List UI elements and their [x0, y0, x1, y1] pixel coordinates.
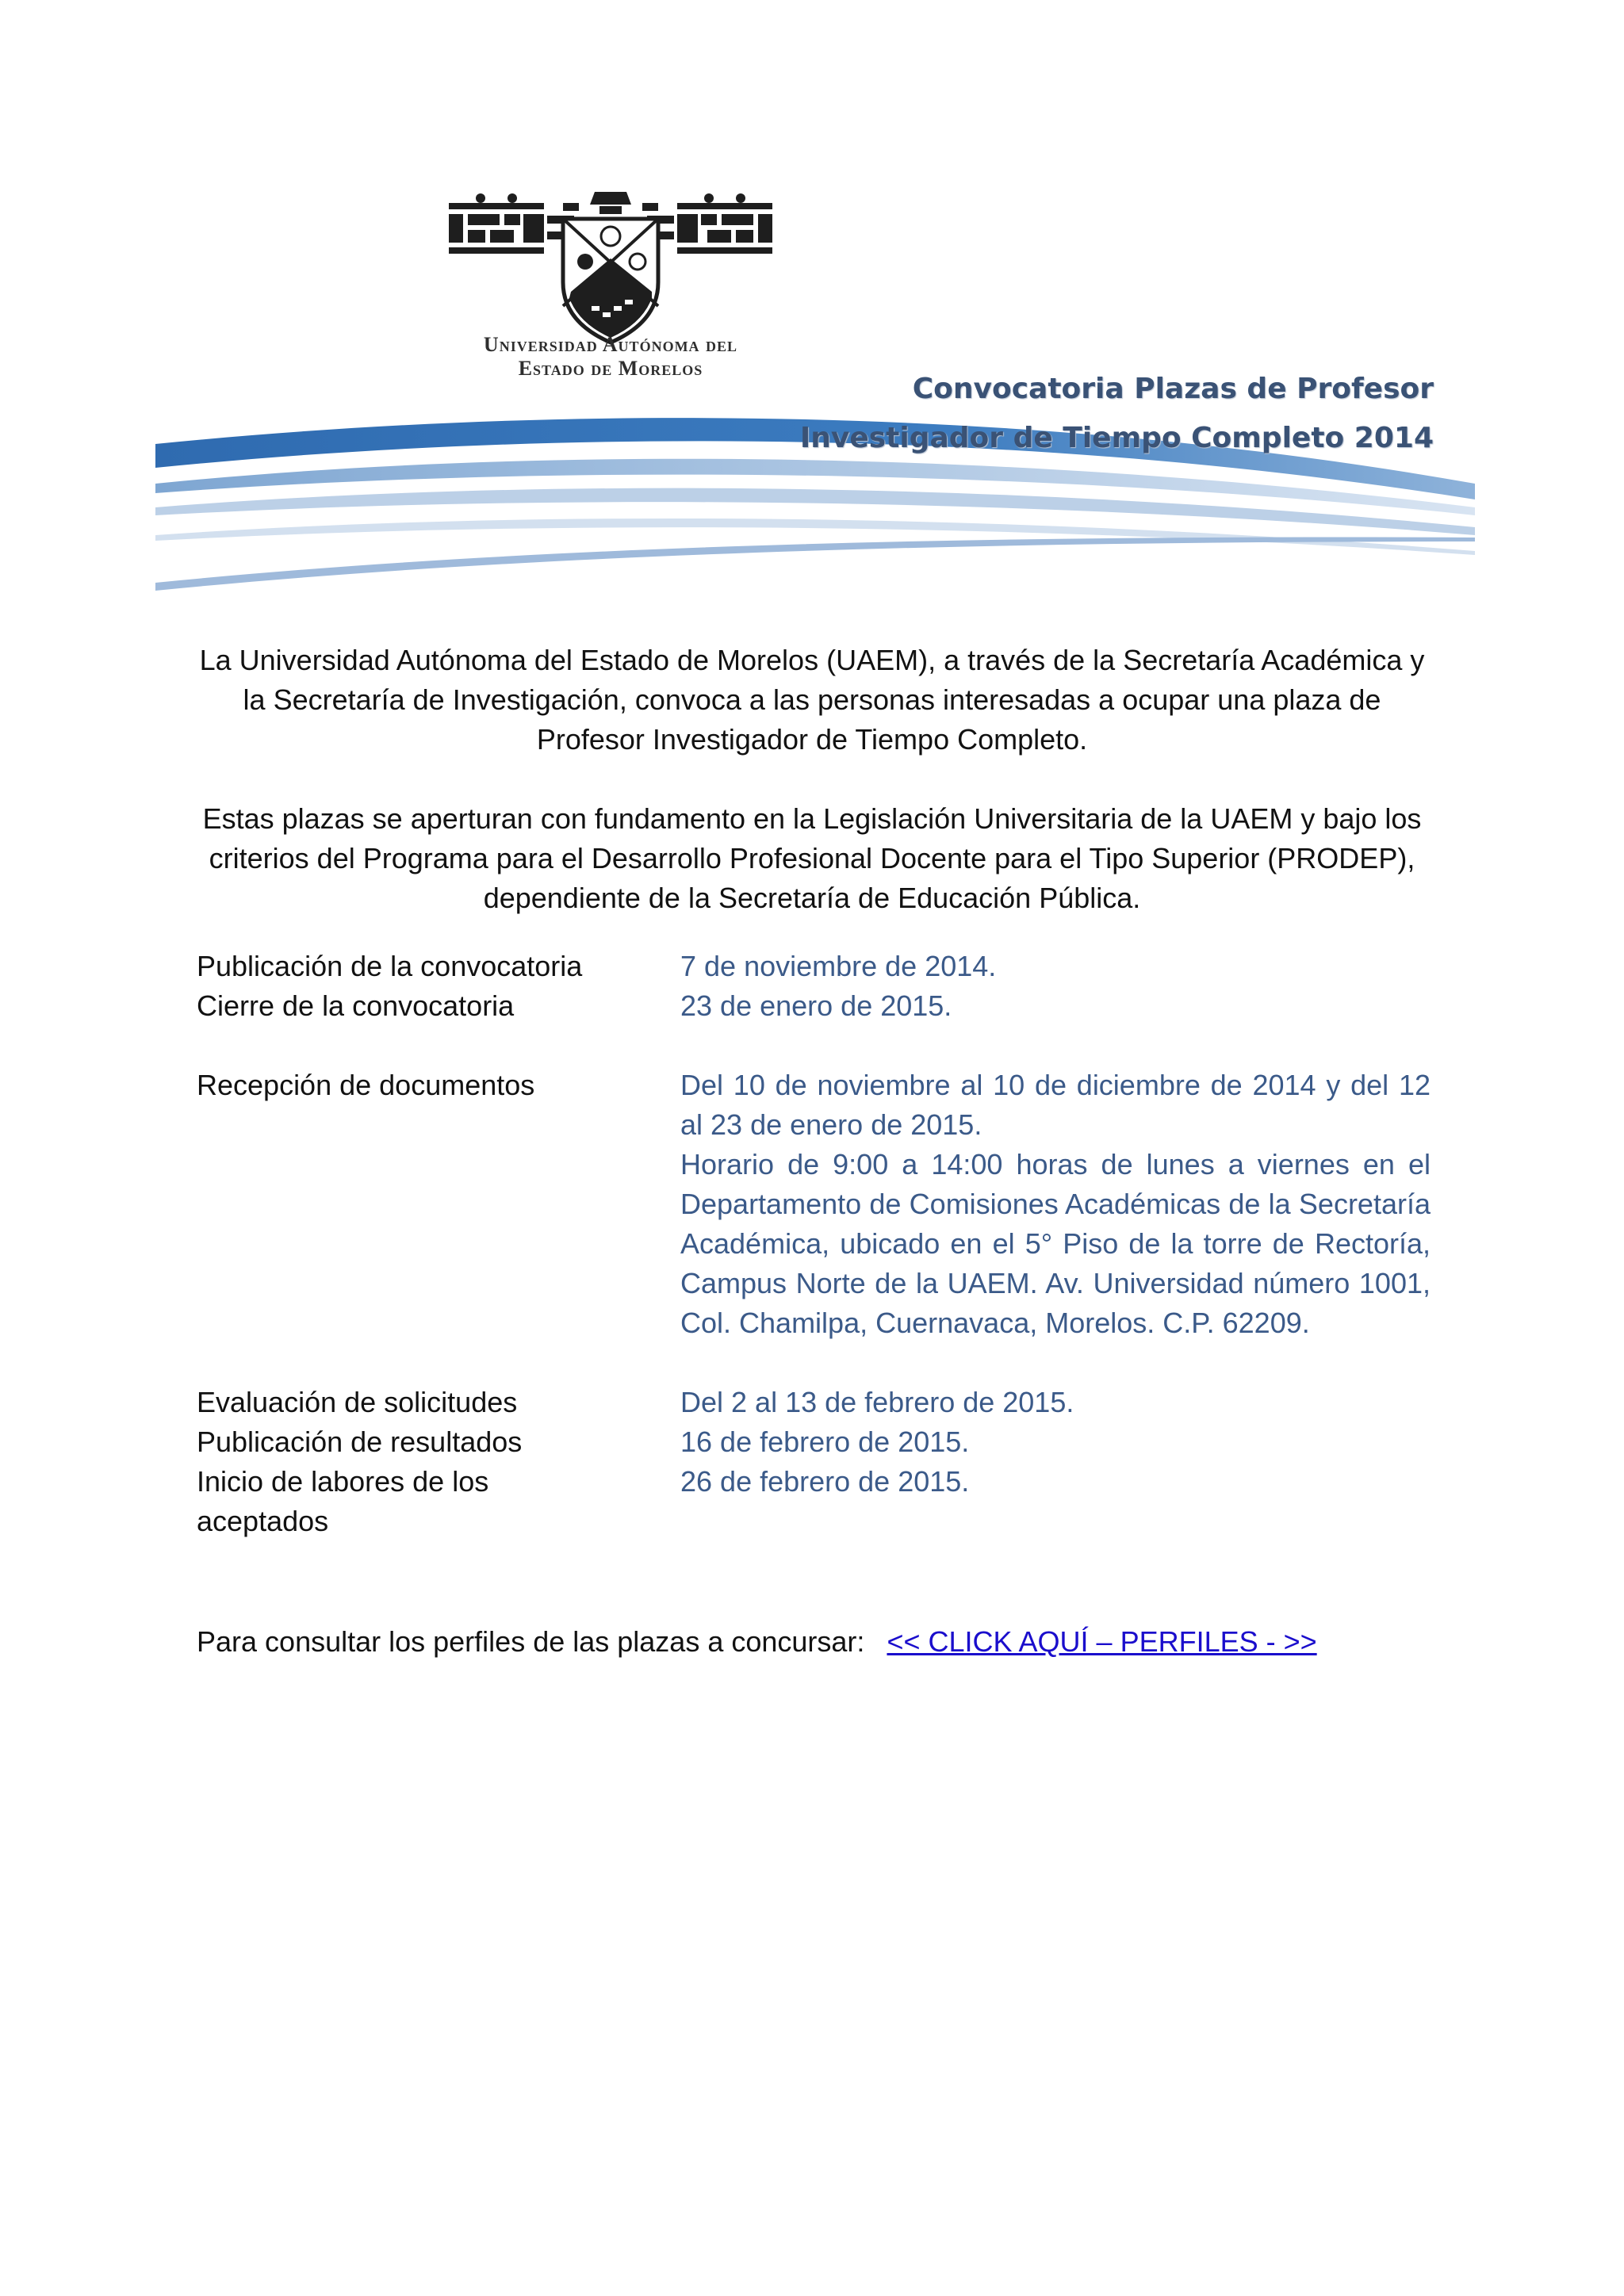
- perfiles-link[interactable]: << CLICK AQUÍ – PERFILES - >>: [887, 1625, 1317, 1658]
- recepcion-dates: Del 10 de noviembre al 10 de diciembre de 2014 y del 12 al 23 de enero de 2015.: [680, 1069, 1431, 1141]
- perfiles-line: [197, 1622, 1465, 1662]
- university-name-line-1: Universidad Autónoma del: [483, 333, 738, 356]
- university-name-line-2: Estado de Morelos: [518, 357, 703, 380]
- schedule-row-resultados: [197, 1422, 1431, 1462]
- schedule-label: Recepción de documentos: [197, 1069, 535, 1101]
- schedule-row-cierre: [197, 986, 1431, 1026]
- schedule-label: Publicación de la convocatoria: [197, 950, 583, 982]
- schedule-label: Publicación de resultados: [197, 1425, 523, 1458]
- spacer: [197, 1343, 1431, 1383]
- schedule-value: 23 de enero de 2015.: [680, 989, 952, 1022]
- schedule-row-recepcion: [197, 1066, 1431, 1343]
- schedule-label: Inicio de labores de los aceptados: [197, 1465, 489, 1537]
- university-name: [444, 333, 777, 381]
- convocatoria-title-line-1: Convocatoria Plazas de Profesor: [912, 373, 1434, 405]
- spacer: [197, 1026, 1431, 1066]
- convocatoria-title: [800, 365, 1434, 463]
- schedule-value: 16 de febrero de 2015.: [680, 1425, 970, 1458]
- schedule-value-group: [680, 1066, 1431, 1343]
- intro-paragraph-2: Estas plazas se aperturan con fundamento en la Legislación Universitaria de la UAEM y bajo los criterios del Programa para el Desarrollo Profesional Docente para el Tipo Superior (PRODEP), dependiente de la Secretaría de Educación Pública.: [202, 802, 1422, 914]
- schedule-table: [197, 947, 1431, 1541]
- schedule-label: Cierre de la convocatoria: [197, 989, 515, 1022]
- intro-paragraph-1: La Universidad Autónoma del Estado de Morelos (UAEM), a través de la Secretaría Académica y la Secretaría de Investigación, convoca a las personas interesadas a ocupar una plaza de Profesor Investigador de Tiempo Completo.: [199, 644, 1425, 756]
- schedule-row-inicio: [197, 1462, 1431, 1541]
- schedule-value: Del 2 al 13 de febrero de 2015.: [680, 1386, 1074, 1418]
- convocatoria-title-line-2: Investigador de Tiempo Completo 2014: [799, 422, 1434, 454]
- schedule-row-evaluacion: [197, 1383, 1431, 1422]
- intro-section: [190, 641, 1434, 958]
- schedule-value: 7 de noviembre de 2014.: [680, 950, 997, 982]
- perfiles-text: Para consultar los perfiles de las plazas a concursar:: [197, 1625, 865, 1658]
- schedule-value: 26 de febrero de 2015.: [680, 1465, 970, 1498]
- schedule-row-publicacion: [197, 947, 1431, 986]
- schedule-label: Evaluación de solicitudes: [197, 1386, 518, 1418]
- recepcion-schedule-location: Horario de 9:00 a 14:00 horas de lunes a viernes en el Departamento de Comisiones Académicas de la Secretaría Académica, ubicado en el 5° Piso de la torre de Rectoría, Campus Norte de la UAEM. Av. Universidad número 1001, Col. Chamilpa, Cuernavaca, Morelos. C.P. 62209.: [680, 1148, 1431, 1339]
- document-header: [0, 0, 1624, 618]
